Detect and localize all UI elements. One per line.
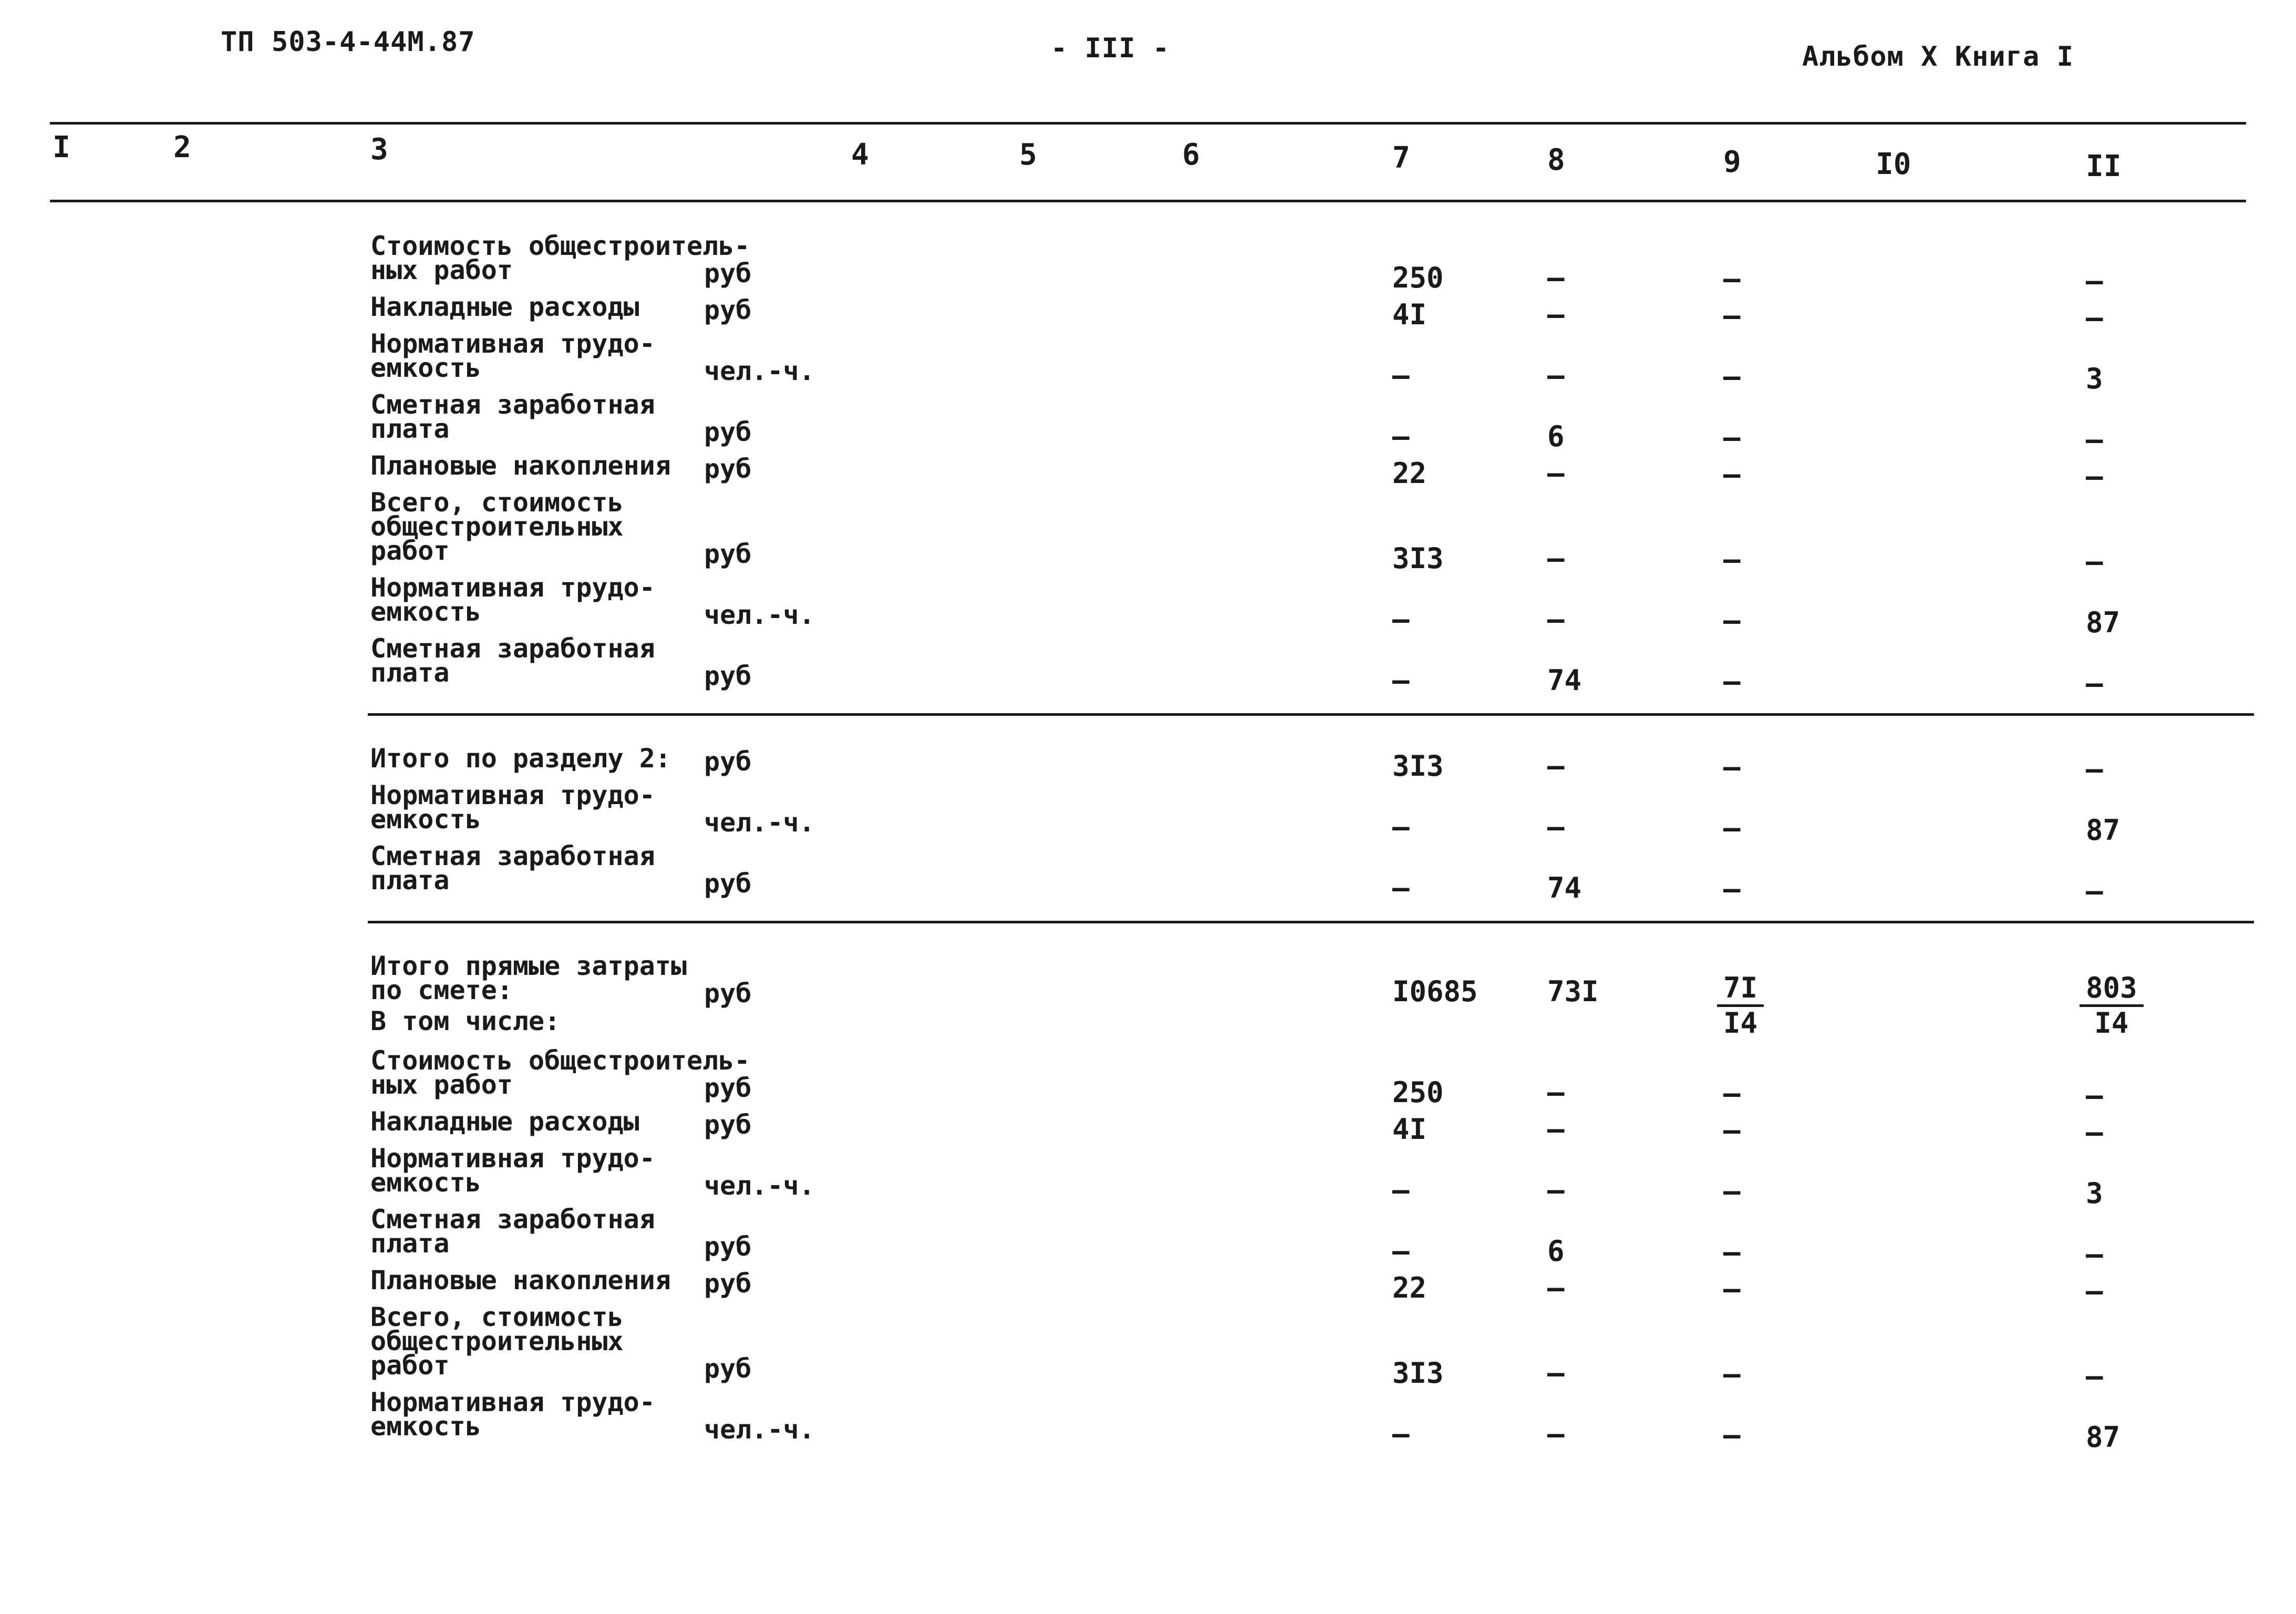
col11-value: – — [2086, 1079, 2103, 1112]
header-bottom-rule — [50, 200, 2246, 202]
col11-value: – — [2086, 1360, 2103, 1393]
row-label: Всего, стоимость общестроительных работ — [370, 1302, 624, 1381]
column-number: 5 — [1019, 138, 1037, 172]
column-number: 7 — [1392, 141, 1410, 175]
album-book: Альбом X Книга I — [1802, 41, 2074, 73]
col7-value: – — [1392, 664, 1410, 697]
col7-value: I0685 — [1392, 975, 1478, 1008]
row-label: Сметная заработная плата — [370, 841, 655, 896]
col9-value: – — [1723, 262, 1741, 295]
column-number: 4 — [851, 138, 869, 172]
unit-cell: руб — [704, 661, 752, 691]
column-number: I0 — [1876, 147, 1911, 181]
column-number: 3 — [370, 132, 388, 167]
col11-value: – — [2086, 667, 2103, 700]
unit-cell: руб — [704, 539, 752, 569]
col11-fraction — [2080, 972, 2144, 1040]
row-label: Нормативная трудо- емкость — [370, 328, 655, 383]
col9-value: – — [1723, 665, 1741, 698]
col7-value: 4I — [1392, 298, 1427, 331]
col8-value: – — [1547, 1417, 1565, 1451]
row-label: Накладные расходы — [370, 292, 639, 322]
row-label: Итого прямые затраты по смете: — [370, 951, 687, 1005]
col9-value: – — [1723, 1272, 1741, 1305]
column-number: 8 — [1547, 143, 1565, 177]
unit-cell: руб — [704, 746, 752, 777]
including-label: В том числе: — [370, 1006, 561, 1036]
col8-value: – — [1547, 810, 1565, 844]
col11-value: – — [2086, 875, 2103, 908]
col9-value: – — [1723, 1236, 1741, 1269]
col8-value: 6 — [1547, 420, 1565, 453]
col8-value: – — [1547, 1113, 1565, 1146]
col9-value: – — [1723, 872, 1741, 906]
row-label: Плановые накопления — [370, 450, 671, 481]
col11-value: – — [2086, 301, 2103, 334]
col11-value: – — [2086, 460, 2103, 493]
col7-value: – — [1392, 603, 1410, 636]
row-label: Стоимость общестроитель- ных работ — [370, 231, 750, 285]
unit-cell: чел.-ч. — [704, 1414, 815, 1445]
col8-value: – — [1547, 1076, 1565, 1109]
col7-value: 3I3 — [1392, 542, 1444, 575]
unit-cell: руб — [704, 1231, 752, 1262]
col8-value: – — [1547, 359, 1565, 392]
unit-cell: чел.-ч. — [704, 1170, 815, 1201]
fraction-numerator: 7I — [1717, 972, 1764, 1007]
col7-value: 3I3 — [1392, 749, 1444, 783]
col11-value: – — [2086, 1116, 2103, 1149]
col11-value: – — [2086, 545, 2103, 578]
col11-value: – — [2086, 753, 2103, 786]
col9-fraction — [1717, 972, 1764, 1040]
col7-value: – — [1392, 420, 1410, 453]
col8-value: – — [1547, 298, 1565, 331]
unit-cell: руб — [704, 1109, 752, 1140]
unit-cell: руб — [704, 1353, 752, 1384]
document-code: ТП 503-4-44М.87 — [221, 26, 475, 58]
col8-value: 74 — [1547, 664, 1582, 697]
col8-value: – — [1547, 1174, 1565, 1207]
row-label: Сметная заработная плата — [370, 633, 655, 688]
unit-cell: руб — [704, 417, 752, 447]
col11-value: 87 — [2086, 1421, 2121, 1454]
col9-value: – — [1723, 458, 1741, 491]
row-label: Всего, стоимость общестроительных работ — [370, 487, 624, 566]
section-divider — [368, 921, 2254, 923]
col11-value: – — [2086, 264, 2103, 297]
col7-value: – — [1392, 871, 1410, 904]
col8-value: – — [1547, 1271, 1565, 1304]
col9-value: – — [1723, 751, 1741, 784]
col8-value: – — [1547, 749, 1565, 783]
col9-value: – — [1723, 1114, 1741, 1147]
unit-cell: руб — [704, 868, 752, 899]
row-label: Сметная заработная плата — [370, 389, 655, 444]
header-top-rule — [50, 122, 2246, 125]
col7-value: 250 — [1392, 1076, 1444, 1109]
col11-value: – — [2086, 1274, 2103, 1308]
col7-value: – — [1392, 1235, 1410, 1268]
col8-value: – — [1547, 457, 1565, 490]
row-label: Накладные расходы — [370, 1106, 639, 1137]
col9-value: – — [1723, 604, 1741, 637]
col11-value: 3 — [2086, 1177, 2103, 1210]
column-number: II — [2086, 149, 2122, 183]
col8-value: 73I — [1547, 975, 1599, 1008]
col8-value: – — [1547, 603, 1565, 636]
col8-value: – — [1547, 261, 1565, 294]
row-label: Нормативная трудо- емкость — [370, 1387, 655, 1442]
col8-value: – — [1547, 542, 1565, 575]
page-number: - III - — [1051, 33, 1170, 64]
col9-value: – — [1723, 421, 1741, 454]
unit-cell: руб — [704, 454, 752, 484]
unit-cell: чел.-ч. — [704, 600, 815, 630]
col7-value: – — [1392, 1417, 1410, 1451]
fraction-denominator: I4 — [2094, 1006, 2129, 1040]
col7-value: 4I — [1392, 1113, 1427, 1146]
col11-value: 3 — [2086, 362, 2103, 395]
unit-cell: чел.-ч. — [704, 807, 815, 838]
col7-value: – — [1392, 359, 1410, 392]
row-label: Итого по разделу 2: — [370, 743, 671, 774]
row-label: Сметная заработная плата — [370, 1204, 655, 1259]
col7-value: – — [1392, 810, 1410, 844]
col8-value: 6 — [1547, 1235, 1565, 1268]
col7-value: 250 — [1392, 261, 1444, 294]
row-label: Нормативная трудо- емкость — [370, 780, 655, 835]
column-number: 2 — [173, 130, 191, 165]
col9-value: – — [1723, 1175, 1741, 1208]
row-label: Нормативная трудо- емкость — [370, 1143, 655, 1198]
col9-value: – — [1723, 360, 1741, 393]
col7-value: 3I3 — [1392, 1356, 1444, 1390]
unit-cell: чел.-ч. — [704, 356, 815, 386]
col7-value: 22 — [1392, 457, 1427, 490]
col8-value: – — [1547, 1356, 1565, 1390]
col9-value: – — [1723, 1358, 1741, 1391]
col9-value: – — [1723, 543, 1741, 576]
col9-value: – — [1723, 299, 1741, 332]
fraction-denominator: I4 — [1723, 1006, 1758, 1040]
row-label: Стоимость общестроитель- ных работ — [370, 1045, 750, 1100]
unit-cell: руб — [704, 258, 752, 289]
column-number: 6 — [1182, 138, 1200, 172]
unit-cell: руб — [704, 1268, 752, 1299]
row-label: Нормативная трудо- емкость — [370, 572, 655, 627]
column-number: I — [53, 130, 70, 165]
unit-cell: руб — [704, 1073, 752, 1103]
row-label: Плановые накопления — [370, 1265, 671, 1296]
col9-value: – — [1723, 1418, 1741, 1452]
col11-value: – — [2086, 423, 2103, 456]
col8-value: 74 — [1547, 871, 1582, 904]
col11-value: – — [2086, 1238, 2103, 1271]
col11-value: 87 — [2086, 814, 2121, 847]
column-number: 9 — [1723, 145, 1741, 179]
unit-cell: руб — [704, 295, 752, 325]
section-divider — [368, 713, 2254, 716]
col9-value: – — [1723, 1077, 1741, 1110]
col7-value: 22 — [1392, 1271, 1427, 1304]
fraction-numerator: 803 — [2080, 972, 2144, 1007]
col9-value: – — [1723, 811, 1741, 845]
col11-value: 87 — [2086, 606, 2121, 639]
col7-value: – — [1392, 1174, 1410, 1207]
unit-cell: руб — [704, 978, 752, 1009]
